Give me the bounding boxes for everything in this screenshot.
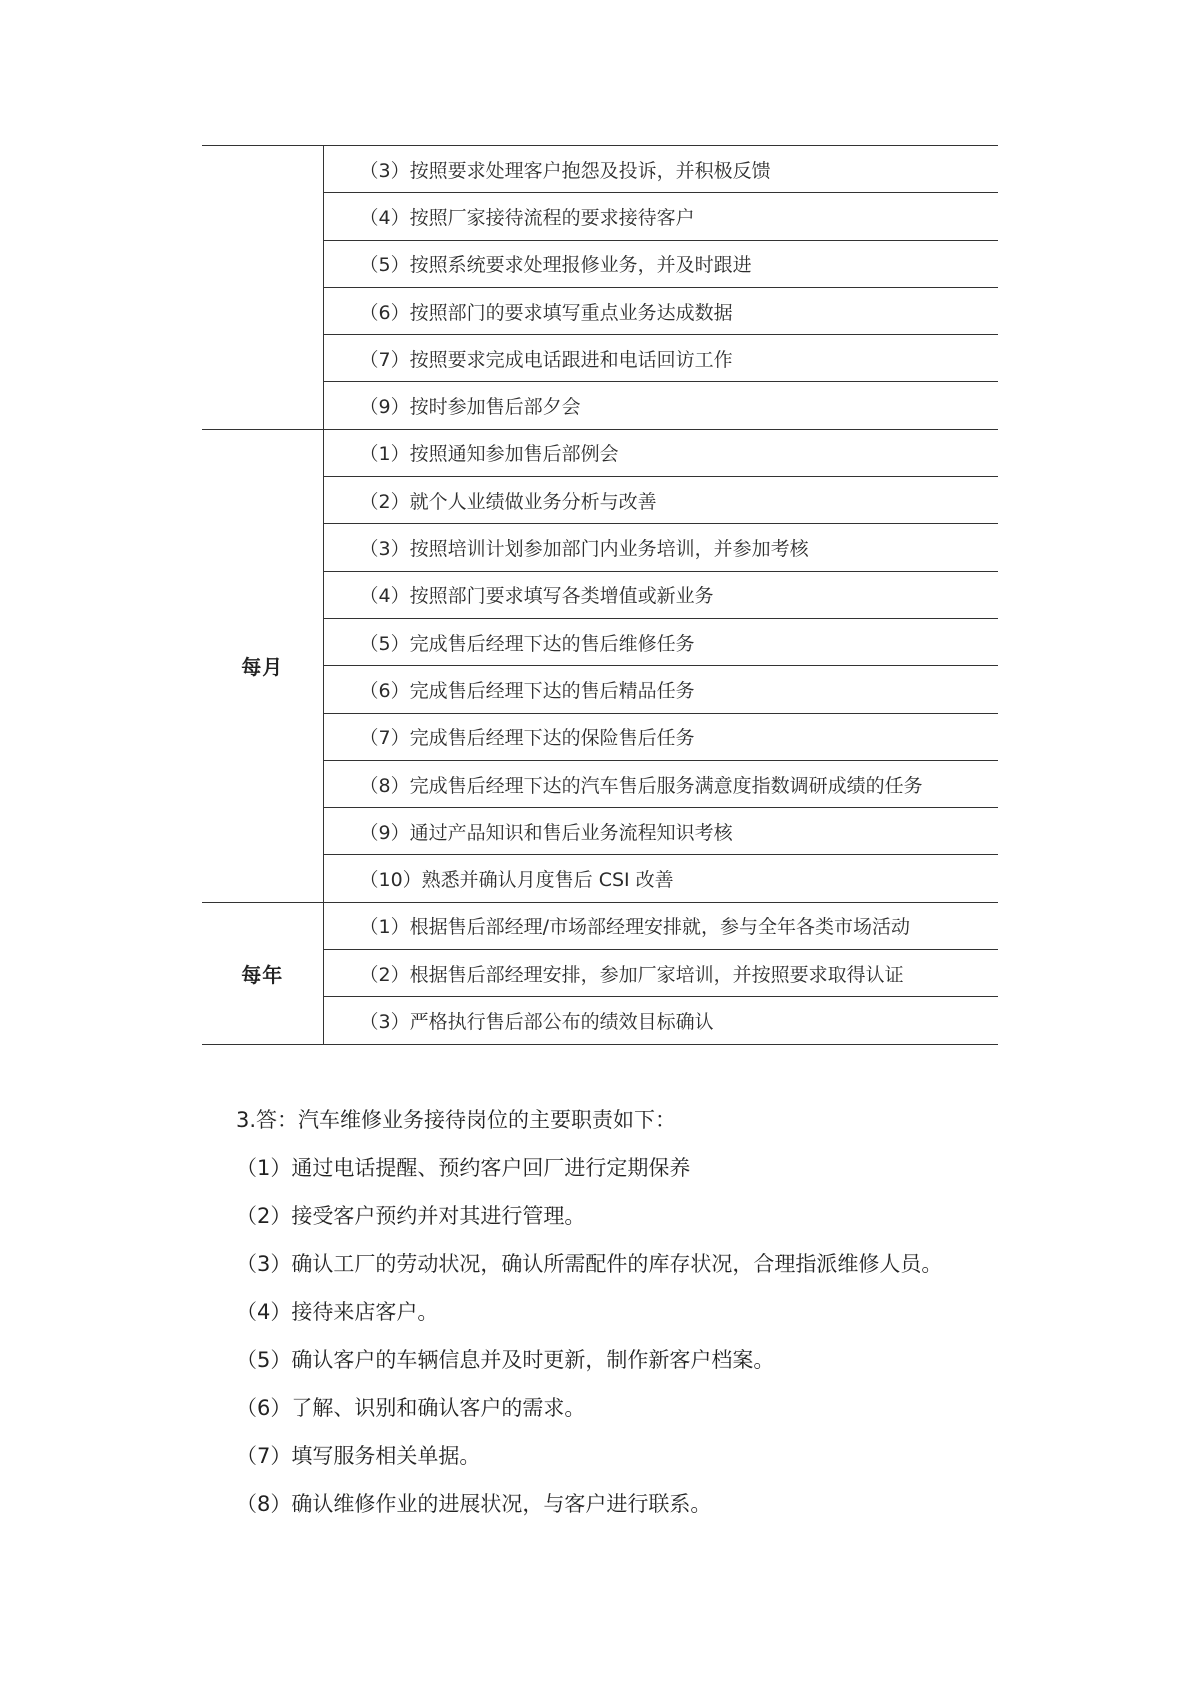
duty-item: （3）严格执行售后部公布的绩效目标确认 bbox=[323, 997, 998, 1044]
period-cell-yearly: 每年 bbox=[202, 902, 323, 1044]
answer-list-item: （4）接待来店客户。 bbox=[236, 1300, 439, 1324]
period-cell-monthly: 每月 bbox=[202, 429, 323, 902]
period-cell-continued bbox=[202, 146, 323, 430]
duty-item: （7）完成售后经理下达的保险售后任务 bbox=[323, 713, 998, 760]
answer-list-item: （1）通过电话提醒、预约客户回厂进行定期保养 bbox=[236, 1156, 691, 1180]
duty-item: （5）按照系统要求处理报修业务，并及时跟进 bbox=[323, 240, 998, 287]
duty-item: （2）就个人业绩做业务分析与改善 bbox=[323, 477, 998, 524]
duty-item: （9）按时参加售后部夕会 bbox=[323, 382, 998, 429]
answer-heading: 3.答：汽车维修业务接待岗位的主要职责如下： bbox=[236, 1108, 677, 1132]
answer-section bbox=[236, 1096, 1036, 1528]
table-row bbox=[202, 902, 998, 949]
duty-item: （3）按照培训计划参加部门内业务培训，并参加考核 bbox=[323, 524, 998, 571]
duty-item: （7）按照要求完成电话跟进和电话回访工作 bbox=[323, 335, 998, 382]
duty-table bbox=[202, 145, 998, 1045]
duty-item: （4）按照厂家接待流程的要求接待客户 bbox=[323, 193, 998, 240]
duty-item: （1）按照通知参加售后部例会 bbox=[323, 429, 998, 476]
duty-item: （10）熟悉并确认月度售后 CSI 改善 bbox=[323, 855, 998, 902]
answer-list-item: （5）确认客户的车辆信息并及时更新，制作新客户档案。 bbox=[236, 1348, 775, 1372]
duty-item: （8）完成售后经理下达的汽车售后服务满意度指数调研成绩的任务 bbox=[323, 760, 998, 807]
answer-list-item: （7）填写服务相关单据。 bbox=[236, 1444, 481, 1468]
table-row bbox=[202, 429, 998, 476]
answer-list-item: （6）了解、识别和确认客户的需求。 bbox=[236, 1396, 586, 1420]
answer-list-item: （2）接受客户预约并对其进行管理。 bbox=[236, 1204, 586, 1228]
answer-list-item: （8）确认维修作业的进展状况，与客户进行联系。 bbox=[236, 1492, 712, 1516]
table-row bbox=[202, 146, 998, 193]
duty-item: （6）完成售后经理下达的售后精品任务 bbox=[323, 666, 998, 713]
duty-item: （3）按照要求处理客户抱怨及投诉，并积极反馈 bbox=[323, 146, 998, 193]
answer-list-item: （3）确认工厂的劳动状况，确认所需配件的库存状况，合理指派维修人员。 bbox=[236, 1252, 943, 1276]
duty-item: （4）按照部门要求填写各类增值或新业务 bbox=[323, 571, 998, 618]
duty-item: （5）完成售后经理下达的售后维修任务 bbox=[323, 618, 998, 665]
duty-item: （2）根据售后部经理安排，参加厂家培训，并按照要求取得认证 bbox=[323, 950, 998, 997]
duty-item: （6）按照部门的要求填写重点业务达成数据 bbox=[323, 287, 998, 334]
duty-item: （9）通过产品知识和售后业务流程知识考核 bbox=[323, 808, 998, 855]
duty-item: （1）根据售后部经理/市场部经理安排就，参与全年各类市场活动 bbox=[323, 902, 998, 949]
